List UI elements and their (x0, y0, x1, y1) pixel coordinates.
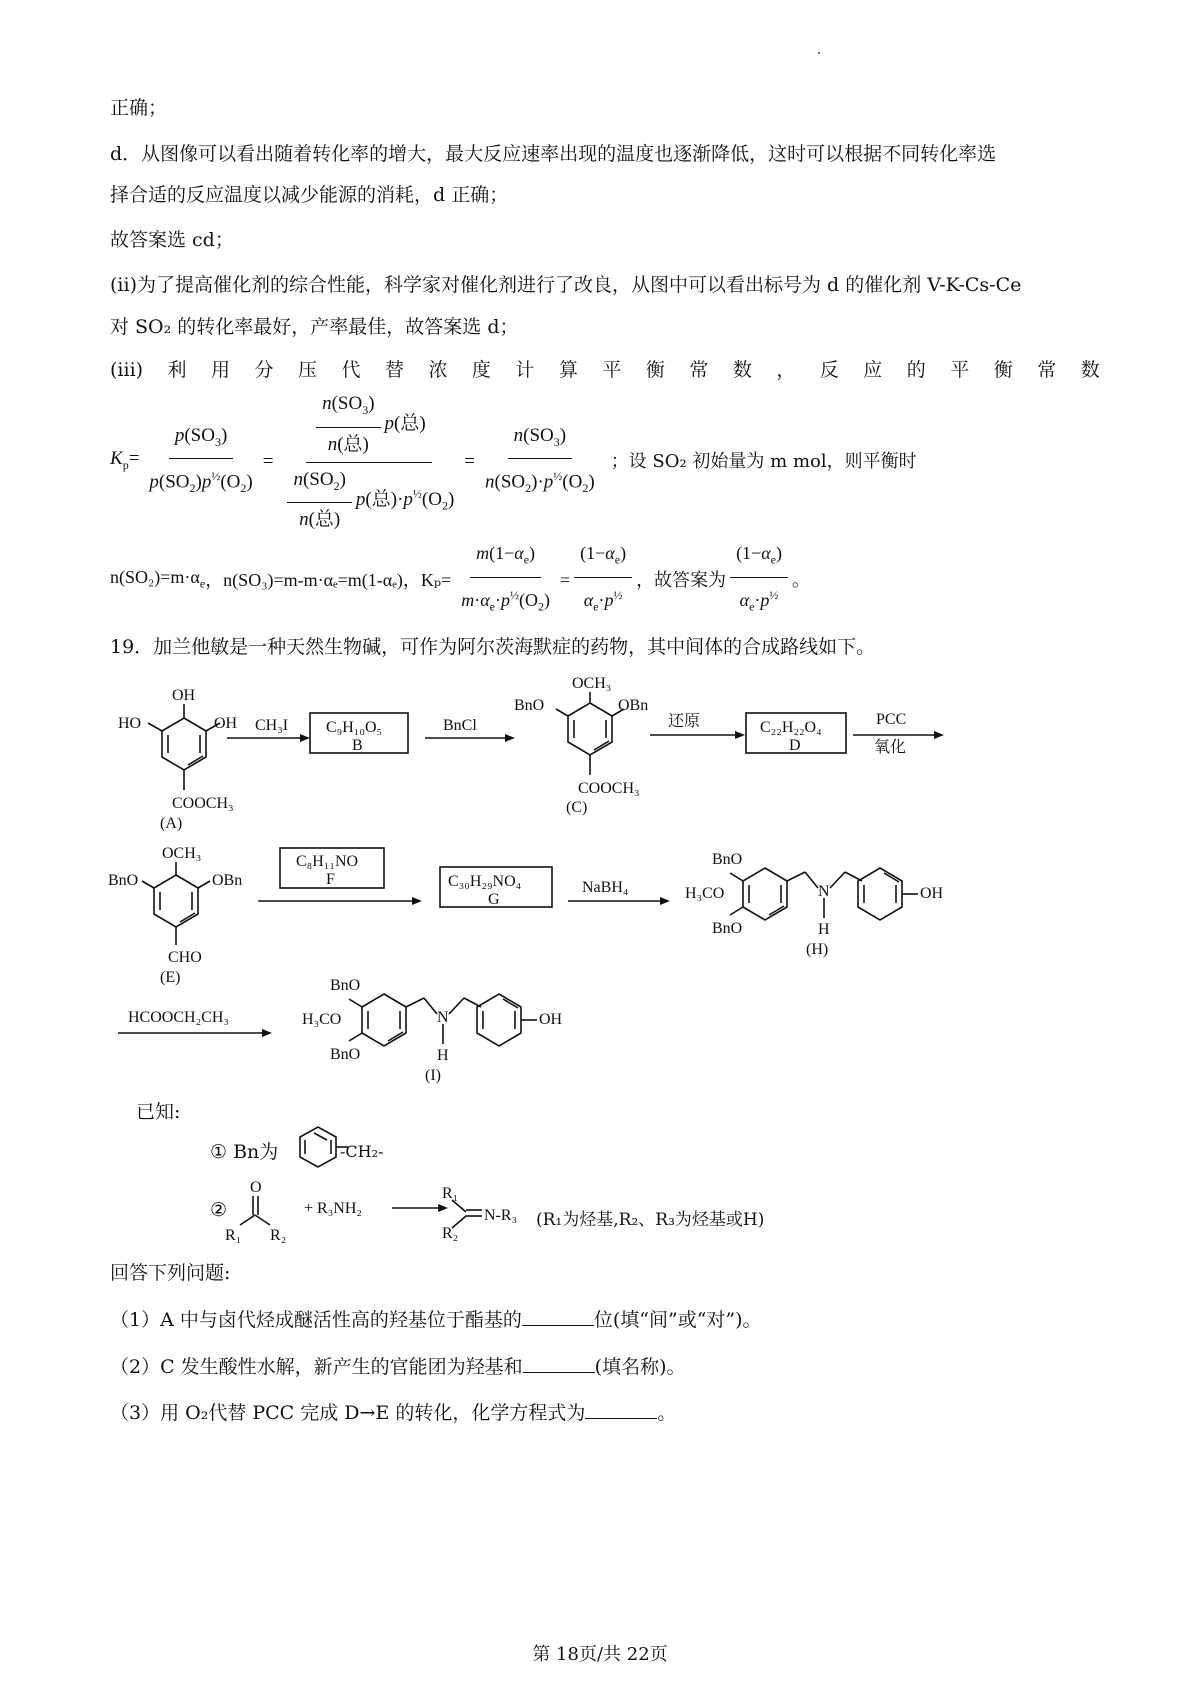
C-obn: OBn (618, 697, 649, 714)
D-formula: C₂₂H₂₂O₄ (760, 719, 822, 736)
E-bno: BnO (108, 872, 139, 889)
E-och3: OCH₃ (162, 845, 202, 862)
spread-char: 平 (950, 359, 970, 381)
known-2: ② (210, 1199, 228, 1221)
spread-char: 度 (471, 359, 491, 381)
question-19: 19．加兰他敏是一种天然生物碱，可作为阿尔茨海默症的药物，其中间体的合成路线如下。 (110, 636, 876, 658)
known-1-tail: -CH₂- (340, 1142, 384, 1161)
spread-char: 平 (602, 359, 622, 381)
known-2-tail: (R₁为烃基,R₂、R₃为烃基或H) (536, 1210, 765, 1230)
k2-r2: R₂ (270, 1227, 287, 1244)
alpha-fraction-answer: $\frac{(1-\alpha_e)}{\alpha_e\cdot p^{\frac{1}{2}}}$ (730, 538, 788, 621)
H-label: (H) (806, 941, 829, 958)
G-formula: C₃₀H₂₉NO₄ (448, 873, 522, 890)
F-label: F (326, 871, 335, 888)
k2-r1: R₁ (225, 1227, 242, 1244)
B-label: B (352, 737, 363, 754)
spread-char: (iii) (110, 359, 144, 381)
question-3: （3）用 O₂代替 PCC 完成 D→E 的转化，化学方程式为 。 (110, 1398, 1100, 1428)
known-1: ① Bn为 (210, 1141, 279, 1163)
text-line-6: 对 SO₂ 的转化率最好，产率最佳，故答案选 d； (110, 316, 519, 338)
spread-char: 反 (819, 359, 839, 381)
alpha-equation: $n(SO_2)=m\cdot\alpha_e$ ，n(SO₃)=m-m·αₑ=m(1-αₑ)，Kₚ= $\frac{m(1-\alpha_e)}{m\cdot\alpha_e\cdot p^{\frac{1}{2}}(O_2)}$ = $\frac{(1-\alpha_e)}{\alpha_e\cdot p^{\frac{1}{2}}}$ ，故答案为 $\frac{(1-\alpha_e)}{\alpha_e\cdot p^{\frac{1}{2}}}$ 。 (110, 540, 1100, 620)
spread-char: 浓 (428, 359, 448, 381)
kp-fraction-2: $\frac{n(SO_3)}{\text{n(总)}}$ p(总) $\frac{n(SO_2)}{\text{n(总)}}$ p(总)$\cdot p^{\frac{1}{2}}(O_2)$ (277, 389, 460, 536)
molecule-E (142, 862, 210, 945)
spread-char: 常 (1037, 359, 1057, 381)
spread-char: 算 (558, 359, 578, 381)
text-line-5: (ii)为了提高催化剂的综合性能，科学家对催化剂进行了改良，从图中可以看出标号为 d 的催化剂 V-K-Cs-Ce (110, 274, 1022, 296)
H-bno-1: BnO (712, 851, 743, 868)
molecule-C (556, 692, 624, 775)
I-h3co: H₃CO (302, 1011, 342, 1028)
spread-char: 衡 (645, 359, 665, 381)
spread-char: 数 (1080, 359, 1100, 381)
text-line-3: 择合适的反应温度以减少能源的消耗，d 正确； (110, 184, 509, 206)
spread-char: 常 (689, 359, 709, 381)
F-formula: C₈H₁₁NO (296, 853, 359, 870)
alpha-fraction-2: $\frac{(1-\alpha_e)}{\alpha_e\cdot p^{\frac{1}{2}}}$ (574, 538, 632, 621)
spread-char: 替 (384, 359, 404, 381)
A-label: (A) (160, 815, 183, 832)
k2-product-n: N-R₃ (484, 1207, 518, 1224)
k2-o: O (250, 1179, 262, 1196)
ketone-sketch (240, 1196, 270, 1225)
B-formula: C₉H₁₀O₅ (326, 719, 383, 736)
H-h3co: H₃CO (685, 885, 725, 902)
I-bno-1: BnO (330, 977, 361, 994)
E-obn: OBn (212, 872, 243, 889)
spread-char: 分 (254, 359, 274, 381)
G-label: G (488, 891, 500, 908)
I-h: H (437, 1047, 449, 1064)
spread-char: 的 (906, 359, 926, 381)
k2-product-r1: R₁ (442, 1185, 459, 1202)
spread-char: 用 (211, 359, 231, 381)
reagent-ch3i: CH₃I (255, 717, 289, 734)
I-bno-2: BnO (330, 1046, 361, 1063)
D-label: D (789, 737, 801, 754)
kp-tail: ；设 SO₂ 初始量为 m mol，则平衡时 (610, 451, 917, 472)
page-footer: 第 18页/共 22页 (532, 1644, 668, 1665)
I-n: N (437, 1009, 449, 1026)
k2-plus-amine: + R₃NH₂ (304, 1200, 362, 1217)
n-so2-expr: $n(SO_2)=m\cdot\alpha_e$ (110, 566, 206, 591)
reagent-reduce: 还原 (668, 713, 701, 730)
E-label: (E) (160, 969, 181, 986)
reagent-nabh4: NaBH₄ (582, 879, 629, 896)
answer-lead: ，故答案为 (636, 570, 727, 590)
A-ho: HO (118, 715, 142, 732)
imine-sketch (452, 1200, 482, 1228)
known-heading: 已知: (136, 1101, 181, 1123)
question-2: （2）C 发生酸性水解，新产生的官能团为羟基和 (填名称)。 (110, 1352, 1100, 1382)
A-oh: OH (214, 715, 238, 732)
H-bno-2: BnO (712, 920, 743, 937)
spread-char: 计 (515, 359, 535, 381)
reagent-oxidize: 氧化 (874, 739, 907, 756)
text-line-4: 故答案选 cd； (110, 229, 234, 251)
spread-char: 利 (167, 359, 187, 381)
kp-equation: $K_p=$ $\frac{p(SO_3)}{p(SO_2)p^{\frac{1}{2}}(O_2)}$ = $\frac{n(SO_3)}{\text{n(总)}}$ p(总) $\frac{n(SO_2)}{\text{n(总)}}$ p(总)$\cdot p^{\frac{1}{2}}(O_2)$ = $\frac{n(SO_3)}{n(SO_2)\cdot p^{\frac{1}{2}}(O_2)}$ ；设 SO₂ 初始量为 m mol，则平衡时 (110, 402, 1100, 522)
I-oh: OH (539, 1011, 563, 1028)
blank-1[interactable] (522, 1305, 594, 1326)
spread-char: ， (776, 359, 796, 381)
answer-heading: 回答下列问题: (110, 1262, 231, 1284)
A-oh-top: OH (172, 687, 196, 704)
question-1: （1）A 中与卤代烃成醚活性高的羟基位于酯基的 位(填“间”或“对”)。 (110, 1305, 1100, 1335)
E-cho: CHO (168, 949, 202, 966)
C-och3: OCH₃ (572, 675, 612, 692)
text-line-2: d．从图像可以看出随着转化率的增大，最大反应速率出现的温度也逐渐降低，这时可以根据不同转化率选 (110, 143, 997, 165)
reagent-ethyl-formate: HCOOCH₂CH₃ (128, 1009, 229, 1026)
kp-symbol: $K_p=$ (110, 448, 140, 472)
text-line-1: 正确； (110, 97, 168, 119)
alpha-fraction-1: $\frac{m(1-\alpha_e)}{m\cdot\alpha_e\cdot p^{\frac{1}{2}}(O_2)}$ (455, 538, 556, 621)
reagent-bncl: BnCl (443, 717, 477, 734)
reagent-pcc: PCC (876, 711, 907, 728)
spread-char: 衡 (993, 359, 1013, 381)
answer-end: 。 (792, 570, 810, 590)
C-label: (C) (566, 799, 588, 816)
H-h: H (818, 921, 830, 938)
C-cooch3: COOCH₃ (578, 780, 640, 797)
spread-char: 压 (297, 359, 317, 381)
n-so3-expr: ，n(SO₃)=m-m·αₑ=m(1-αₑ)，Kₚ= (205, 570, 452, 590)
I-label: (I) (425, 1067, 441, 1084)
spread-char: 数 (732, 359, 752, 381)
kp-fraction-3: $\frac{n(SO_3)}{n(SO_2)\cdot p^{\frac{1}{2}}(O_2)}$ (479, 421, 601, 504)
H-oh: OH (920, 885, 944, 902)
k2-product-r2: R₂ (442, 1225, 459, 1242)
A-cooch3: COOCH₃ (172, 795, 234, 812)
molecule-A (148, 704, 220, 790)
spread-char: 应 (863, 359, 883, 381)
blank-3[interactable] (585, 1398, 657, 1419)
blank-2[interactable] (523, 1352, 595, 1373)
spread-char: 代 (341, 359, 361, 381)
kp-fraction-1: $\frac{p(SO_3)}{p(SO_2)p^{\frac{1}{2}}(O_2)}$ (143, 421, 258, 504)
C-bno: BnO (514, 697, 545, 714)
H-n: N (818, 883, 830, 900)
